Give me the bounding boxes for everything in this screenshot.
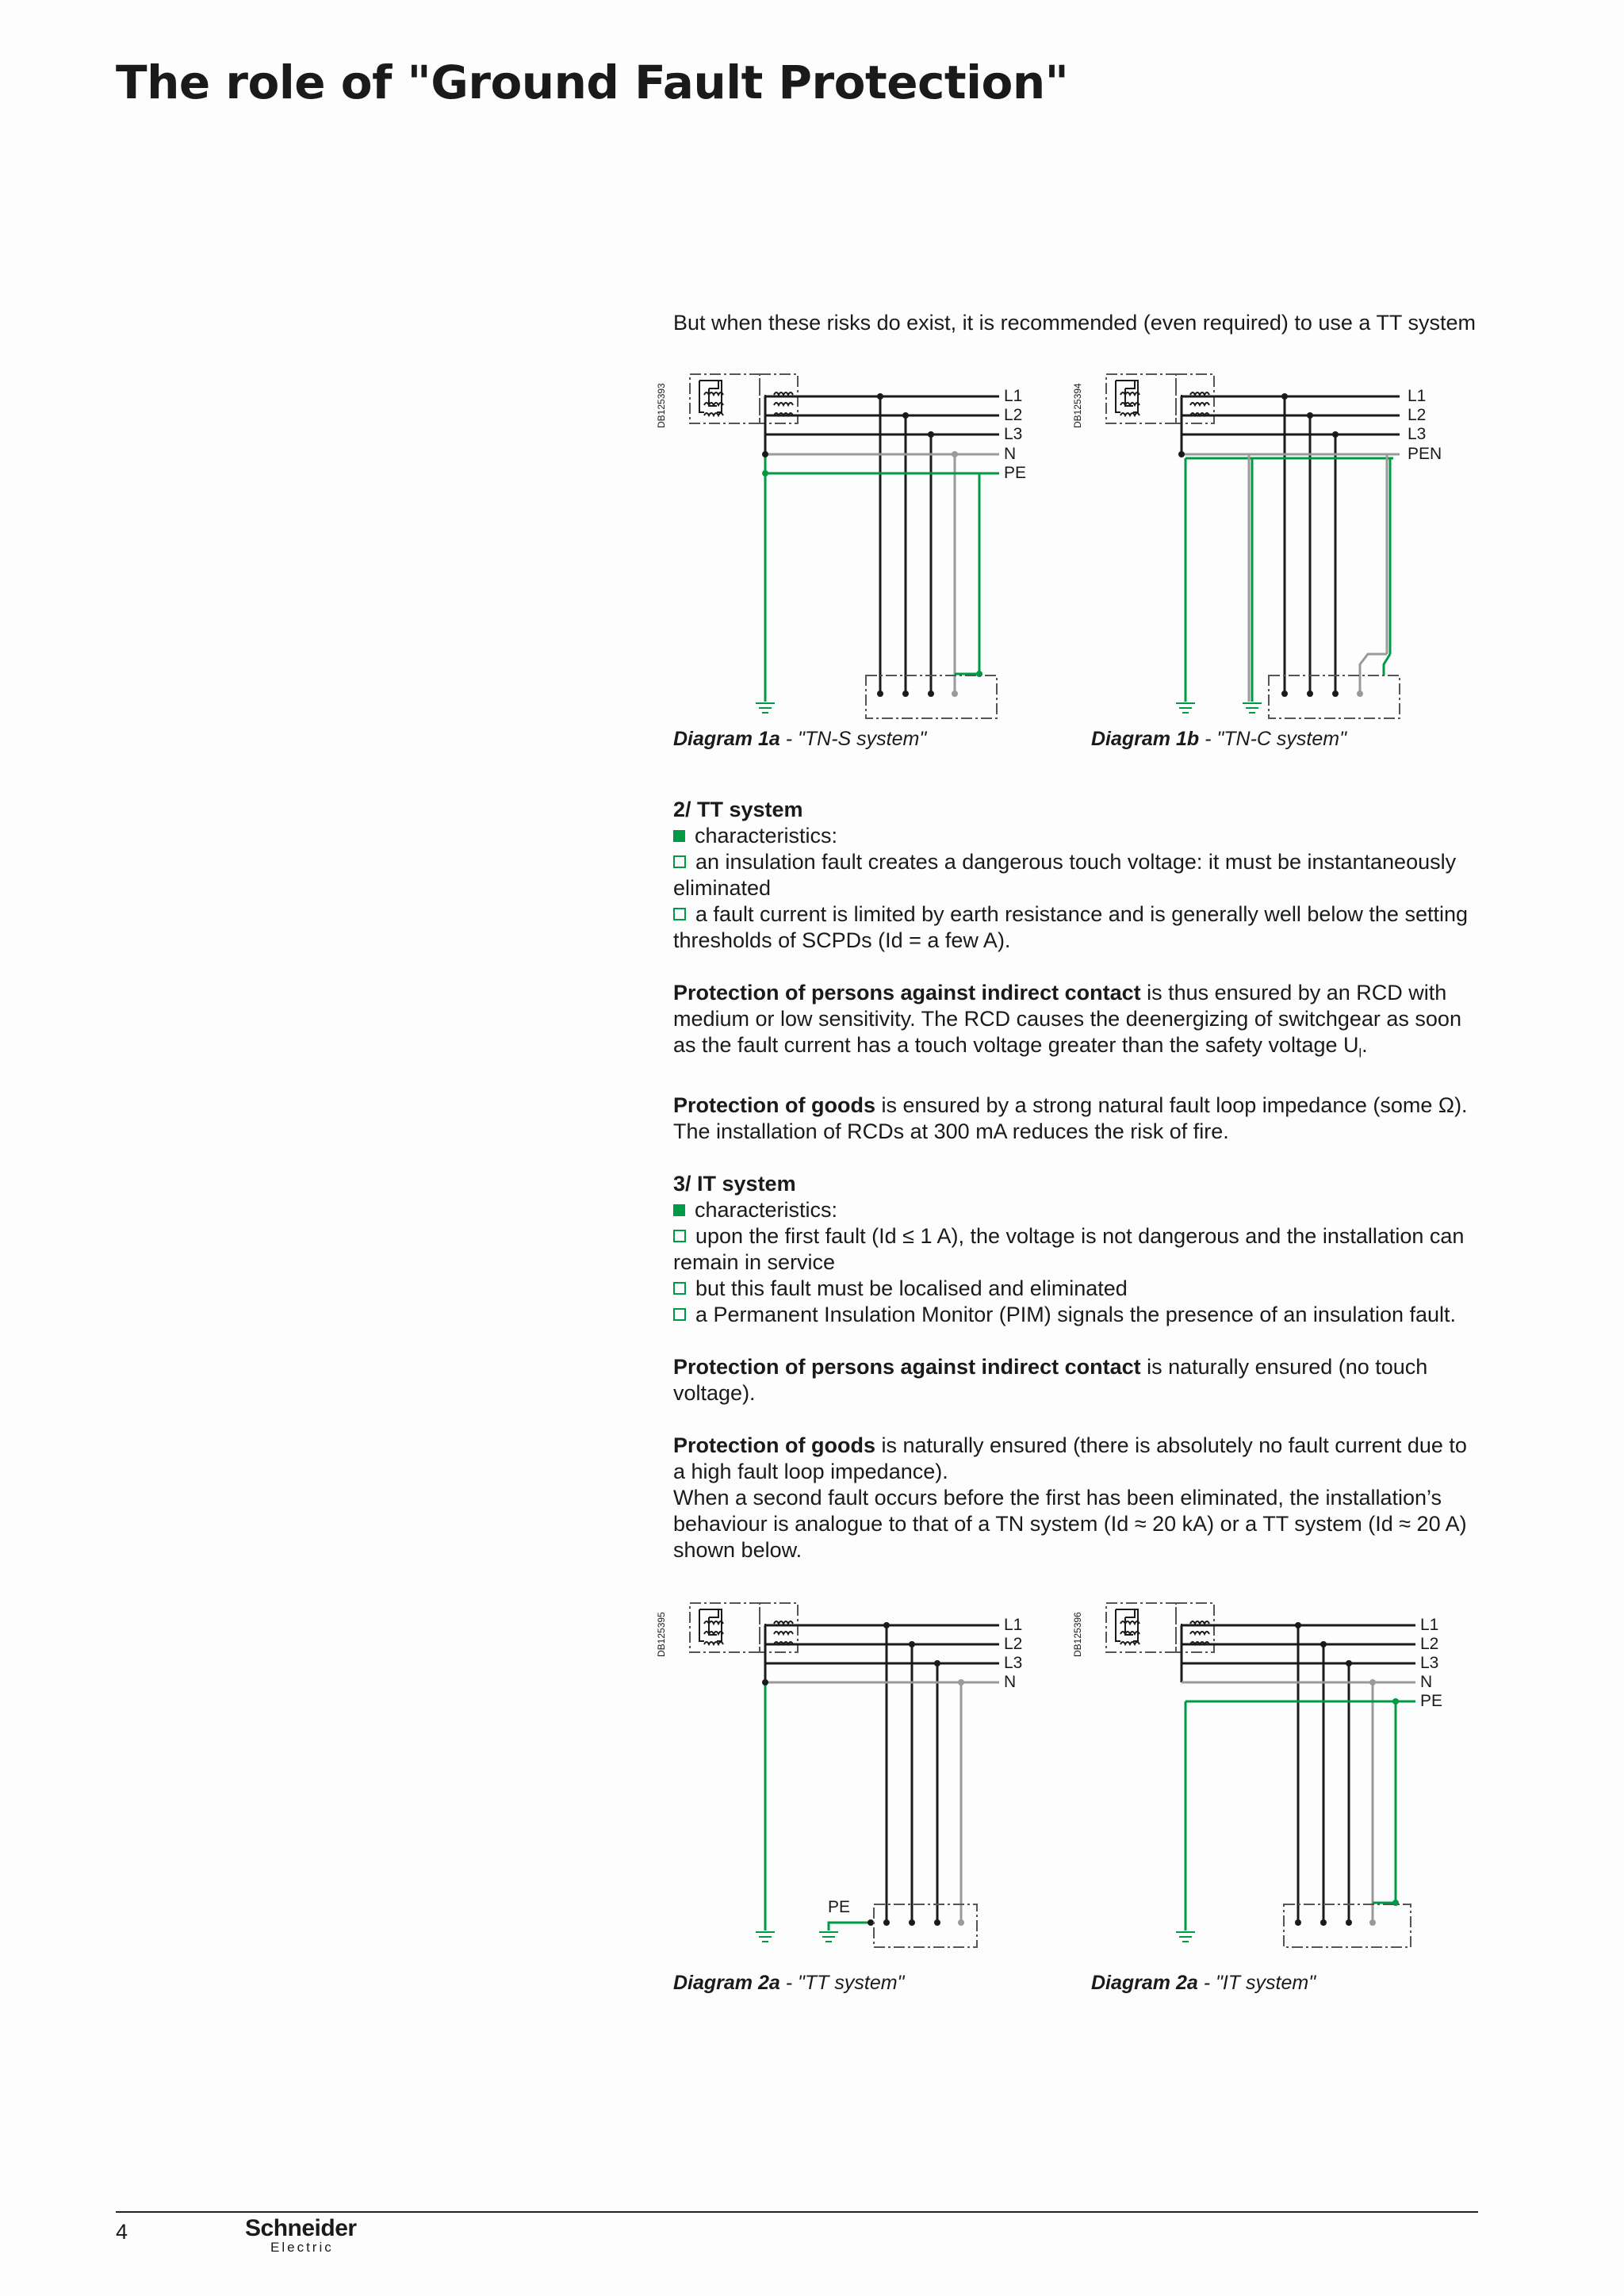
phase-lines — [765, 396, 999, 694]
neutral-line — [765, 454, 999, 694]
empty-square-bullet-icon — [673, 855, 686, 868]
bullet-item: upon the first fault (Id ≤ 1 A), the voltage is not dangerous and the installation can remain in service — [673, 1224, 1465, 1274]
pen-line — [1182, 454, 1400, 702]
persons-protection-paragraph: Protection of persons against indirect contact is naturally ensured (no touch voltage). — [673, 1355, 1428, 1405]
line-label-n: N — [1420, 1673, 1433, 1691]
line-label-l1: L1 — [1004, 1616, 1023, 1634]
diagram-code: DB125394 — [1072, 383, 1083, 428]
pe-label: PE — [828, 1898, 851, 1916]
line-label-n: N — [1004, 445, 1017, 463]
schneider-electric-logo — [245, 2217, 357, 2255]
goods-protection-paragraph: Protection of goods is naturally ensured (there is absolutely no fault current due to a high fault loop impedance). — [673, 1433, 1467, 1483]
tt-system-section — [673, 797, 1482, 1145]
section-title: 2/ TT system — [673, 798, 803, 821]
diagram-2a-tt — [650, 1594, 1031, 1958]
phase-lines — [1182, 1625, 1415, 1923]
line-label-l2: L2 — [1408, 406, 1427, 424]
line-label-pen: PEN — [1408, 445, 1442, 463]
page-number: 4 — [116, 2220, 128, 2244]
line-label-pe: PE — [1420, 1692, 1443, 1710]
characteristics-heading: characteristics: — [673, 1197, 1482, 1223]
phase-lines — [1182, 396, 1400, 694]
earth-symbol — [756, 1932, 838, 1942]
junction-dots — [762, 1622, 964, 1926]
line-label-n: N — [1004, 1673, 1017, 1691]
page-title: The role of "Ground Fault Protection" — [116, 55, 1069, 109]
line-label-l1: L1 — [1004, 387, 1023, 405]
line-label-l3: L3 — [1004, 425, 1023, 443]
line-label-l1: L1 — [1420, 1616, 1439, 1634]
caption-diagram-2a-tt: Diagram 2a - "TT system" — [673, 1972, 905, 1994]
pe-line — [1185, 1701, 1415, 1931]
empty-square-bullet-icon — [673, 1308, 686, 1321]
footer-divider — [116, 2211, 1478, 2213]
pe-line — [765, 454, 999, 702]
persons-protection-paragraph: Protection of persons against indirect contact is thus ensured by an RCD with medium or low sensitivity. The RCD causes the deenergizing of switchgear as soon as the fault current has a touch voltage greater than the safety voltage $U_l$. — [673, 981, 1461, 1061]
diagram-2a-it — [1067, 1594, 1447, 1958]
diagram-code: DB125395 — [656, 1612, 667, 1657]
intro-text: But when these risks do exist, it is recommended (even required) to use a TT system — [673, 311, 1476, 335]
load-box — [1284, 1904, 1411, 1947]
junction-dots — [762, 393, 982, 697]
bullet-item: an insulation fault creates a dangerous touch voltage: it must be instantaneously eliminated — [673, 850, 1457, 900]
empty-square-bullet-icon — [673, 1282, 686, 1295]
diagram-code: DB125393 — [656, 383, 667, 428]
filled-square-bullet-icon — [673, 1204, 685, 1216]
earth-symbol — [1176, 703, 1262, 713]
pe-line — [765, 1682, 871, 1931]
logo-subline: Electric — [270, 2240, 334, 2255]
bullet-item: but this fault must be localised and eliminated — [673, 1276, 1482, 1302]
caption-diagram-1b: Diagram 1b - "TN-C system" — [1091, 728, 1346, 750]
filled-square-bullet-icon — [673, 830, 685, 842]
caption-diagram-1a: Diagram 1a - "TN-S system" — [673, 728, 927, 750]
line-label-l1: L1 — [1408, 387, 1427, 405]
line-label-l2: L2 — [1420, 1635, 1439, 1653]
empty-square-bullet-icon — [673, 908, 686, 920]
diagram-code: DB125396 — [1072, 1612, 1083, 1657]
diagram-1a-tn-s — [650, 365, 1031, 729]
neutral-line — [765, 1682, 999, 1923]
section-title: 3/ IT system — [673, 1172, 796, 1196]
bullet-item: a Permanent Insulation Monitor (PIM) signals the presence of an insulation fault. — [673, 1302, 1482, 1328]
line-label-l3: L3 — [1004, 1654, 1023, 1672]
line-label-l3: L3 — [1408, 425, 1427, 443]
characteristics-heading: characteristics: — [673, 823, 1482, 849]
junction-dots — [1295, 1622, 1399, 1926]
diagram-1b-tn-c — [1067, 365, 1447, 729]
bullet-item: a fault current is limited by earth resistance and is generally well below the setting thresholds of SCPDs (Id = a few A). — [673, 902, 1468, 952]
line-label-l2: L2 — [1004, 406, 1023, 424]
caption-diagram-2a-it: Diagram 2a - "IT system" — [1091, 1972, 1316, 1994]
line-label-l3: L3 — [1420, 1654, 1439, 1672]
empty-square-bullet-icon — [673, 1230, 686, 1242]
line-label-l2: L2 — [1004, 1635, 1023, 1653]
earth-symbol — [1176, 1932, 1195, 1942]
phase-lines — [765, 1625, 999, 1923]
goods-protection-paragraph: Protection of goods is ensured by a strong natural fault loop impedance (some Ω). The installation of RCDs at 300 mA reduces the risk of fire. — [673, 1093, 1468, 1144]
earth-symbol — [756, 703, 775, 713]
it-system-section — [673, 1171, 1482, 1563]
logo-wordmark: Schneider — [245, 2215, 357, 2241]
second-fault-paragraph: When a second fault occurs before the first has been eliminated, the installation’s behaviour is analogue to that of a TN system (Id ≈ 20 kA) or a TT system (Id ≈ 20 A) shown below. — [673, 1486, 1467, 1562]
line-label-pe: PE — [1004, 464, 1027, 482]
